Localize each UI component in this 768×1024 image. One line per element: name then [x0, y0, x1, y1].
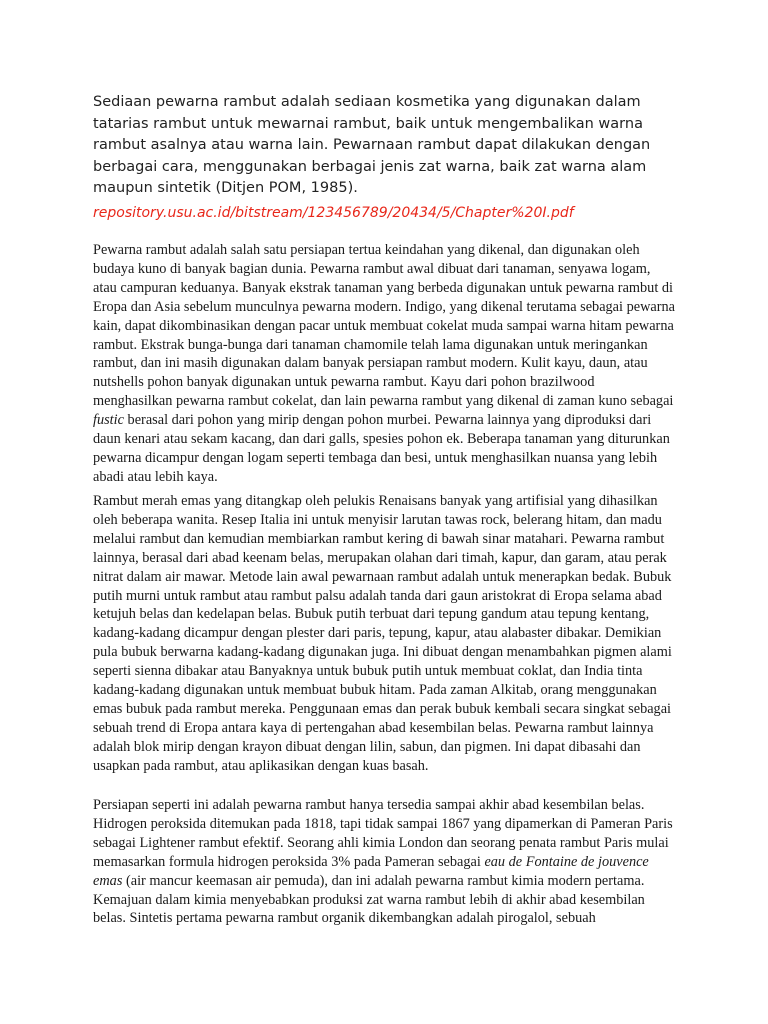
- body-paragraph-2: Rambut merah emas yang ditangkap oleh pelukis Renaisans banyak yang artifisial yang dihasilkan oleh beberapa wanita. Resep Italia ini untuk menyisir larutan tawas rock, belerang hitam, dan madu melalui rambut dan kemudian membiarkan rambut kering di bawah sinar matahari. Pewarna rambut lainnya, berasal dari abad keenam belas, merupakan olahan dari timah, kapur, dan garam, atau perak nitrat dalam air mawar. Metode lain awal pewarnaan rambut adalah untuk menerapkan bedak. Bubuk putih murni untuk rambut atau rambut palsu adalah tanda dari gaun aristokrat di Eropa selama abad ketujuh belas dan kedelapan belas. Bubuk putih terbuat dari tepung gandum atau tepung kentang, kadang-kadang dicampur dengan plester dari paris, tepung, kapur, atau alabaster dibakar. Demikian pula bubuk berwarna kadang-kadang digunakan juga. Ini dibuat dengan menambahkan pigmen alami seperti sienna dibakar atau Banyaknya untuk bubuk putih untuk membuat coklat, dan India tinta kadang-kadang digunakan untuk membuat bubuk hitam. Pada zaman Alkitab, orang menggunakan emas bubuk pada rambut mereka. Penggunaan emas dan perak bubuk kembali secara singkat sebagai sebuah trend di Eropa antara kaya di pertengahan abad kesembilan belas. Pewarna rambut lainnya adalah blok mirip dengan krayon dibuat dengan lilin, sabun, dan pigmen. Ini dapat dibasahi dan usapkan pada rambut, atau aplikasikan dengan kuas basah.: [93, 493, 672, 774]
- body-paragraph-3: [93, 796, 675, 928]
- intro-paragraph: Sediaan pewarna rambut adalah sediaan kosmetika yang digunakan dalam tatarias rambut untuk mewarnai rambut, baik untuk mengembalikan warna rambut asalnya atau warna lain. Pewarnaan rambut dapat dilakukan dengan berbagai cara, menggunakan berbagai jenis zat warna, baik zat warna alam maupun sintetik (Ditjen POM, 1985).: [93, 94, 651, 196]
- p1-text-after: berasal dari pohon yang mirip dengan pohon murbei. Pewarna lainnya yang diproduksi dari daun kenari atau sekam kacang, dan dari galls, spesies pohon ek. Beberapa tanaman yang diturunkan pewarna dicampur dengan logam seperti tembaga dan besi, untuk menghasilkan nuansa yang lebih abadi atau lebih kaya.: [93, 412, 670, 485]
- p1-italic-term: fustic: [93, 412, 124, 429]
- p1-text-before: Pewarna rambut adalah salah satu persiapan tertua keindahan yang dikenal, dan digunakan oleh budaya kuno di banyak bagian dunia. Pewarna rambut awal dibuat dari tanaman, senyawa logam, atau campuran keduanya. Banyak ekstrak tanaman yang berbeda digunakan untuk pewarna rambut di Eropa dan Asia sebelum munculnya pewarna modern. Indigo, yang dikenal terutama sebagai pewarna kain, dapat dikombinasikan dengan pacar untuk membuat cokelat muda sampai warna hitam pewarna rambut. Ekstrak bunga-bunga dari tanaman chamomile telah lama digunakan untuk meringankan rambut, dan ini masih digunakan dalam banyak persiapan rambut modern. Kulit kayu, daun, atau nutshells pohon banyak digunakan untuk pewarna rambut. Kayu dari pohon brazilwood menghasilkan pewarna rambut cokelat, dan lain pewarna rambut yang dikenal di zaman kuno sebagai: [93, 242, 675, 410]
- p3-text-before: Persiapan seperti ini adalah pewarna rambut hanya tersedia sampai akhir abad kesembilan belas. Hidrogen peroksida ditemukan pada 1818, tapi tidak sampai 1867 yang dipamerkan di Pameran Paris sebagai Lightener rambut efektif. Seorang ahli kimia London dan seorang penata rambut Paris mulai memasarkan formula hidrogen peroksida 3% pada Pameran sebagai: [93, 797, 673, 870]
- p3-text-after: (air mancur keemasan air pemuda), dan ini adalah pewarna rambut kimia modern pertama. Kemajuan dalam kimia menyebabkan produksi zat warna rambut lebih di akhir abad kesembilan belas. Sintetis pertama pewarna rambut organik dikembangkan adalah pirogalol, sebuah: [93, 872, 645, 927]
- source-link[interactable]: repository.usu.ac.id/bitstream/123456789/20434/5/Chapter%20I.pdf: [93, 205, 574, 221]
- p3-italic-term: eau de Fontaine de jouvence emas: [93, 853, 649, 889]
- body-paragraph-1: [93, 241, 675, 487]
